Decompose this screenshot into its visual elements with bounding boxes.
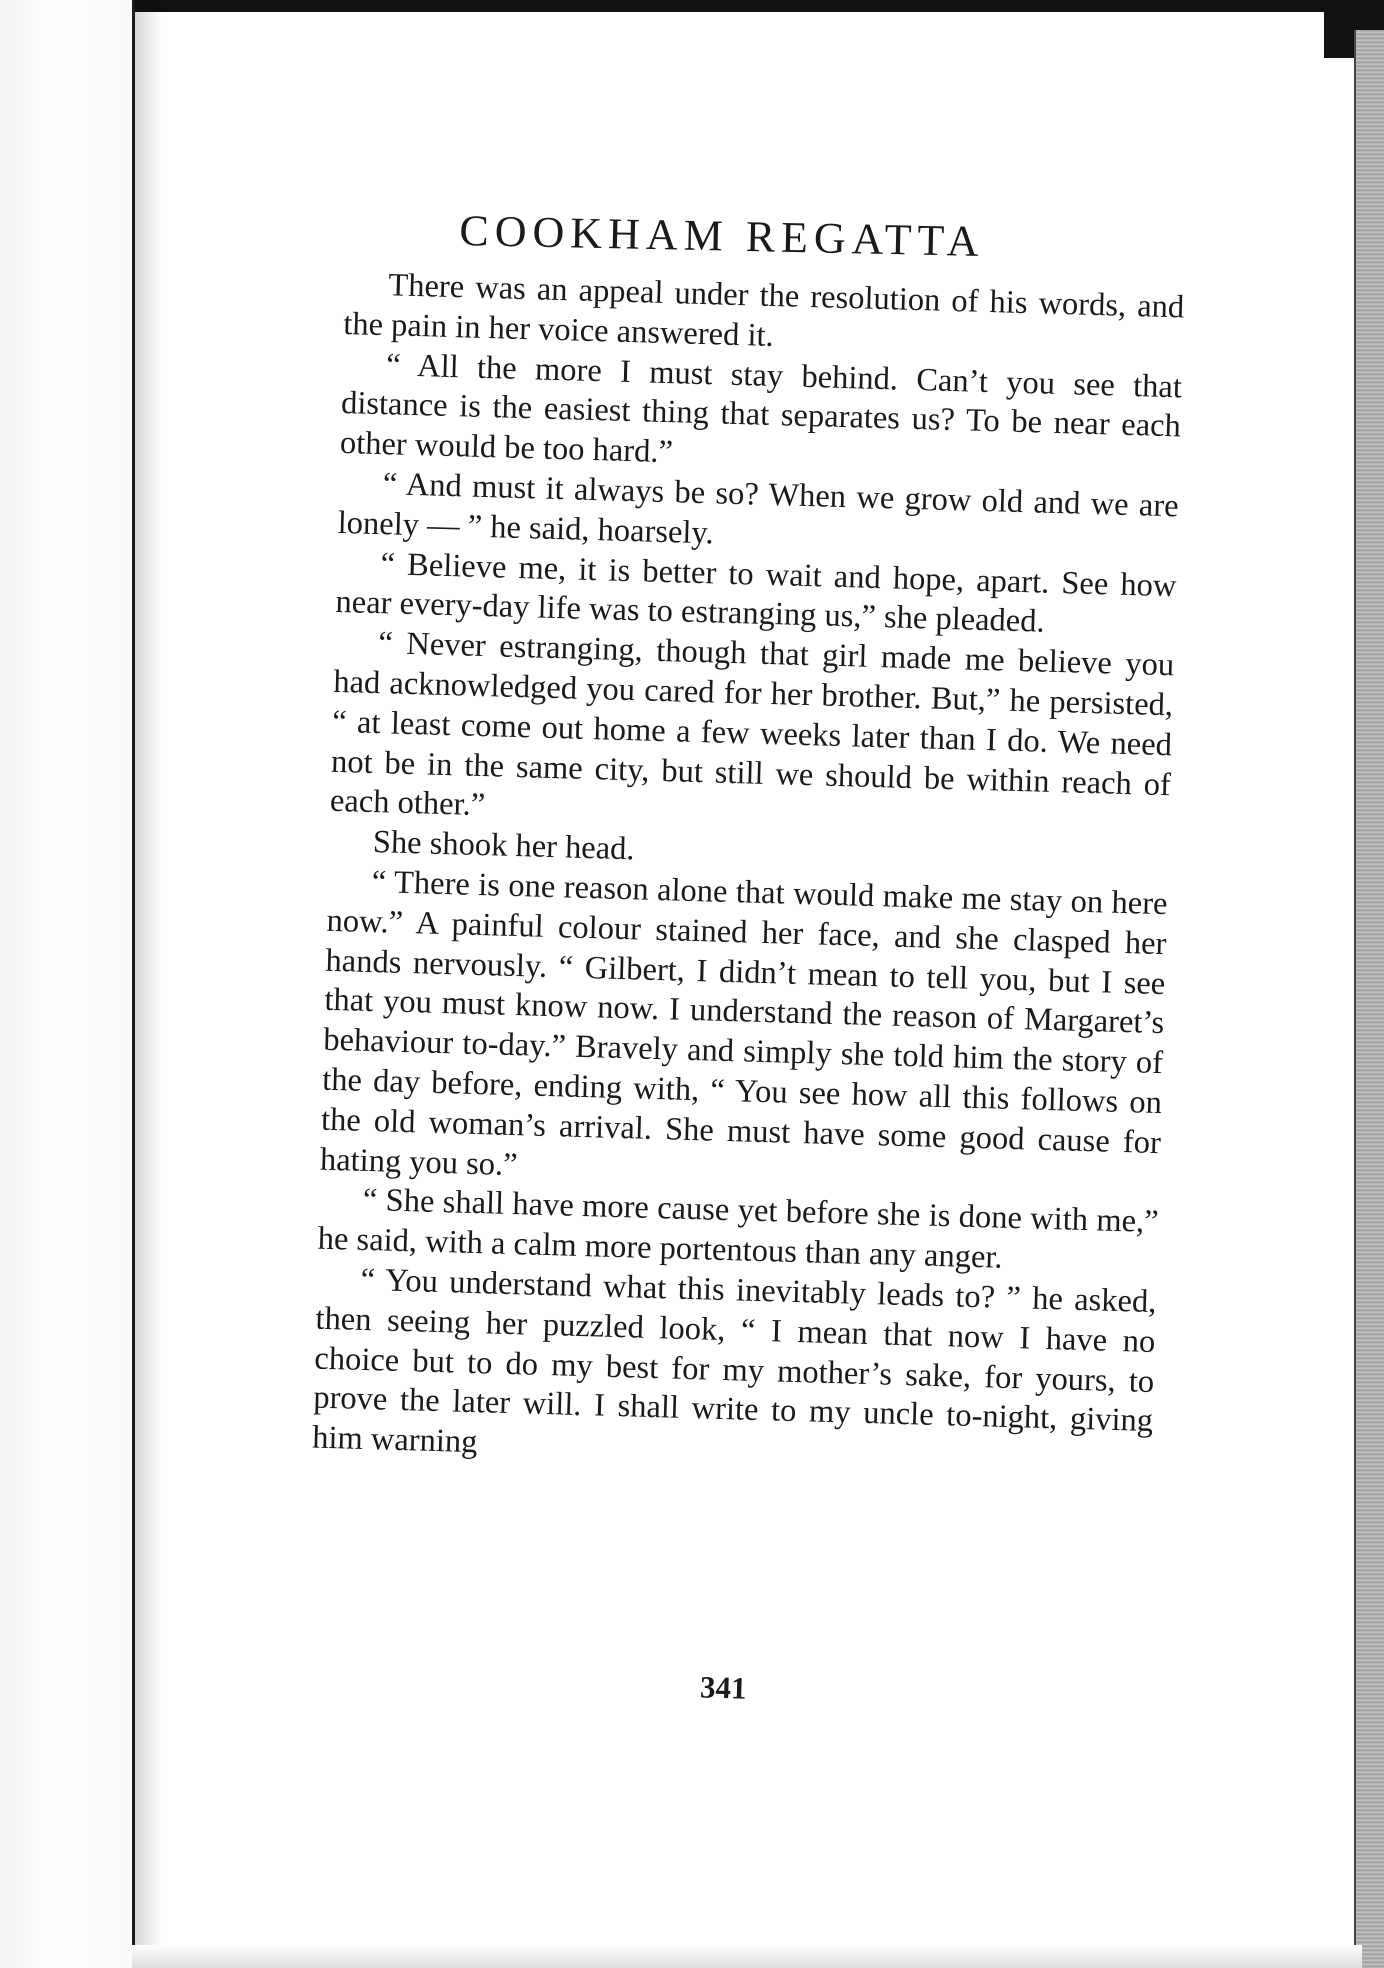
paragraph: “ Believe me, it is better to wait and hope, apart. See how near every-day life was to estranging us,” she pleaded. (335, 545, 1177, 641)
page-fore-edge (1354, 30, 1384, 1968)
paragraph: “ She shall have more cause yet before she is done with me,” he said, with a calm more portentous than any anger. (317, 1182, 1160, 1276)
paragraph: “ There is one reason alone that would make me stay on here now.” A painful colour stained her face, and she clasped her hands nervously. “ Gilbert, I didn’t mean to tell you, but I see that you must know now. I understand the reason of Margaret’s behaviour to-day.” Bravely and simply she told him the story of the day before, ending with, “ You see how all this follows on the old woman’s arrival. She must have some good cause for hating you so.” (319, 863, 1168, 1183)
scan-top-edge (0, 0, 1384, 12)
paragraph: There was an appeal under the resolution of his words, and the pain in her voice answered it. (342, 267, 1185, 354)
paragraph: “ Never estranging, though that girl made me believe you had acknowledged you cared for her brother. But,” he persisted, “ at least come out home a few weeks later than I do. We need not be in the same city, but still we should be within reach of each other.” (329, 625, 1175, 824)
paragraph: “ All the more I must stay behind. Can’t you see that distance is the easiest thing that separates us? To be near each other would be too hard.” (339, 346, 1183, 471)
page-bottom-edge (132, 1945, 1362, 1968)
paragraph: “ And must it always be so? When we grow old and we are lonely — ” he said, hoarsely. (337, 466, 1180, 552)
gutter-shadow (132, 0, 162, 1968)
body-text (312, 265, 1185, 1482)
paragraph: “ You understand what this inevitably leads to? ” he asked, then seeing her puzzled look, “ I mean that now I have no choice but to do my best for my mother’s sake, for yours, to prove the later will. I shall write to my uncle to-night, giving him warning (311, 1261, 1157, 1461)
page-number: 341 (699, 1669, 747, 1706)
left-page-edge (0, 0, 135, 1968)
paragraph: She shook her head. (372, 824, 636, 868)
running-head: COOKHAM REGATTA (458, 205, 986, 266)
book-page (160, 40, 1340, 1940)
